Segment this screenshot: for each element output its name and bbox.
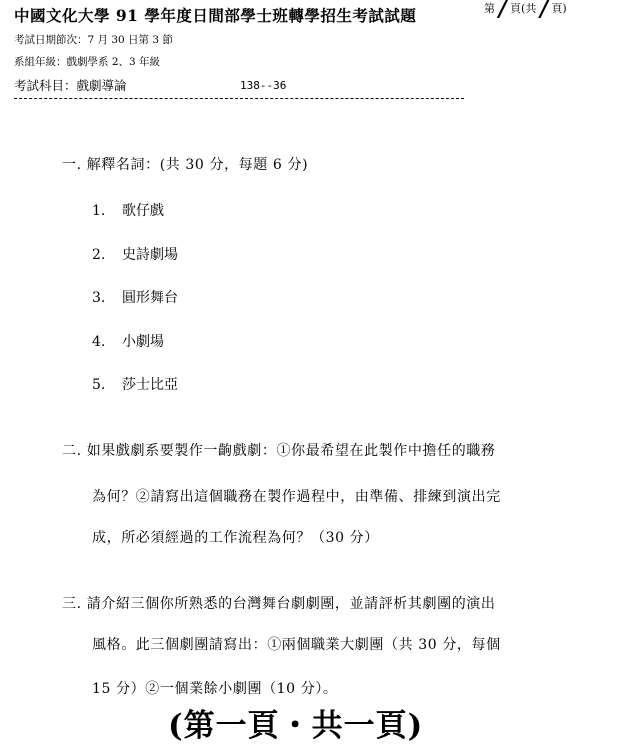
question-3-line-2: 風格。此三個劇團請寫出：①兩個職業大劇團（共 30 分，每個 xyxy=(92,637,501,653)
exam-code: 138--36 xyxy=(240,79,287,92)
item-text: 圓形舞台 xyxy=(122,290,178,306)
item-text: 小劇場 xyxy=(122,334,164,350)
item-number: 3. xyxy=(92,290,106,306)
exam-subject: 考試科目：戲劇導論 xyxy=(14,78,127,93)
exam-title: 中國文化大學 91 學年度日間部學士班轉學招生考試試題 xyxy=(14,6,417,25)
list-item xyxy=(92,200,164,220)
item-number: 1. xyxy=(92,203,106,219)
question-2-line-2: 為何？②請寫出這個職務在製作過程中，由準備、排練到演出完 xyxy=(92,489,501,505)
page-marker: 第 xyxy=(484,2,495,15)
item-text: 史詩劇場 xyxy=(122,247,178,263)
header-divider xyxy=(14,98,464,99)
item-number: 5. xyxy=(92,377,106,393)
exam-session: 考試日期節次：7 月 30 日第 3 節 xyxy=(14,34,173,46)
item-number: 4. xyxy=(92,334,106,350)
page-of: 頁(共 xyxy=(510,2,537,15)
question-2-line-1: 二. 如果戲劇系要製作一齣戲劇：①你最希望在此製作中擔任的職務 xyxy=(62,443,496,459)
page-number-header: 第 / 頁(共 / 頁) xyxy=(484,0,567,22)
list-item xyxy=(92,244,178,264)
question-2-line-3: 成，所必須經過的工作流程為何？（30 分） xyxy=(92,530,379,546)
list-item xyxy=(92,331,164,351)
department-year: 系組年級：戲劇學系 2、3 年級 xyxy=(14,56,161,68)
item-text: 歌仔戲 xyxy=(122,203,164,219)
list-item xyxy=(92,287,178,307)
question-3-line-3: 15 分）②一個業餘小劇團（10 分）。 xyxy=(92,681,338,697)
question-3-line-1: 三. 請介紹三個你所熟悉的台灣舞台劇劇團，並請評析其劇團的演出 xyxy=(62,596,496,612)
item-number: 2. xyxy=(92,247,106,263)
page-close: 頁) xyxy=(551,2,567,15)
list-item xyxy=(92,374,178,394)
item-text: 莎士比亞 xyxy=(122,377,178,393)
question-1-heading: 一. 解釋名詞：(共 30 分，每題 6 分) xyxy=(62,157,309,173)
page-footer: (第一頁・共一頁) xyxy=(168,708,424,744)
